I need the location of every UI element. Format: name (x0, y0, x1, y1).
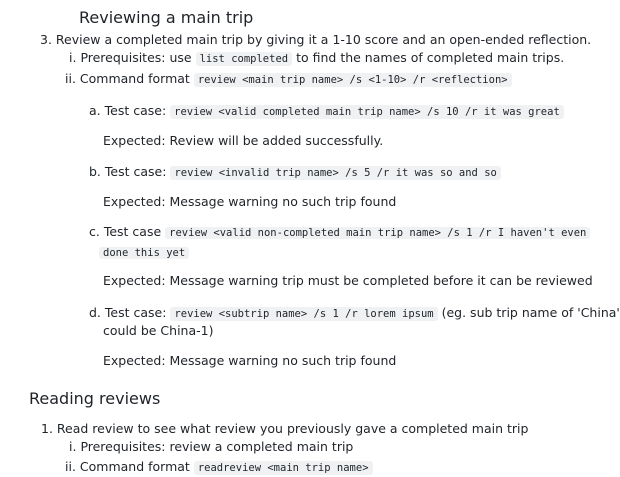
expected-d (103, 352, 396, 370)
list-marker: 3. (40, 32, 52, 47)
list-marker: b. (89, 164, 101, 179)
test-case-code: review <subtrip name> /s 1 /r lorem ipsum (170, 307, 437, 321)
prerequisites-text: Prerequisites: review a completed main trip (80, 439, 354, 454)
list-item-text: Read review to see what review you previously gave a completed main trip (56, 421, 529, 436)
expected-label: Expected: (103, 194, 166, 209)
test-case-c (89, 223, 590, 243)
list-marker: ii. (65, 71, 76, 86)
test-case-label: Test case (103, 224, 162, 239)
inline-code-readreview-command: readreview <main trip name> (194, 461, 373, 475)
test-case-b (89, 163, 501, 182)
test-case-d (89, 304, 620, 323)
expected-text: Message warning no such trip found (169, 194, 397, 209)
expected-label: Expected: (103, 353, 166, 368)
list-marker: ii. (65, 459, 76, 474)
list-marker: d. (89, 305, 101, 320)
command-format-item-2 (65, 458, 373, 477)
test-case-c-wrap (99, 243, 189, 263)
expected-text: Review will be added successfully. (169, 133, 384, 148)
prerequisites-item (69, 49, 564, 68)
list-marker: a. (89, 103, 101, 118)
test-case-code: review <invalid trip name> /s 5 /r it was so and so (170, 166, 500, 180)
test-case-label: Test case: (104, 305, 167, 320)
expected-label: Expected: (103, 133, 166, 148)
list-item-text: Review a completed main trip by giving it a 1-10 score and an open-ended reflection. (55, 32, 592, 47)
inline-code-review-command: review <main trip name> /s <1-10> /r <reflection> (194, 73, 512, 87)
list-item-review-trip (40, 31, 591, 49)
command-format-label: Command format (79, 71, 190, 86)
list-marker: i. (69, 50, 77, 65)
expected-a (103, 132, 383, 150)
expected-b (103, 193, 396, 211)
test-case-code-line1: review <valid non-completed main trip name> /s 1 /r I haven't even (165, 227, 590, 239)
test-case-label: Test case: (104, 164, 167, 179)
test-case-code: review <valid completed main trip name> /s 10 /r it was great (170, 105, 564, 119)
list-marker: i. (69, 439, 77, 454)
prerequisites-text: to find the names of completed main trips. (296, 50, 565, 65)
section-heading-reading-reviews: Reading reviews (29, 389, 161, 408)
command-format-item (65, 70, 512, 89)
inline-code-list-completed: list completed (196, 52, 293, 66)
list-marker: 1. (41, 421, 53, 436)
test-case-note-cont: could be China-1) (103, 323, 214, 338)
test-case-a (89, 102, 564, 121)
section-heading-reviewing: Reviewing a main trip (79, 8, 254, 27)
expected-label: Expected: (103, 273, 166, 288)
expected-text: Message warning no such trip found (169, 353, 397, 368)
command-format-label: Command format (79, 459, 190, 474)
expected-c (103, 272, 593, 290)
prerequisites-item-2 (69, 438, 353, 456)
test-case-note: (eg. sub trip name of 'China' (441, 305, 620, 320)
list-marker: c. (89, 224, 100, 239)
list-item-read-review (41, 420, 528, 438)
prerequisites-label: Prerequisites: use (80, 50, 192, 65)
test-case-d-wrap (103, 322, 213, 340)
test-case-label: Test case: (104, 103, 167, 118)
expected-text: Message warning trip must be completed before it can be reviewed (169, 273, 593, 288)
test-case-code-line2: done this yet (99, 247, 189, 259)
